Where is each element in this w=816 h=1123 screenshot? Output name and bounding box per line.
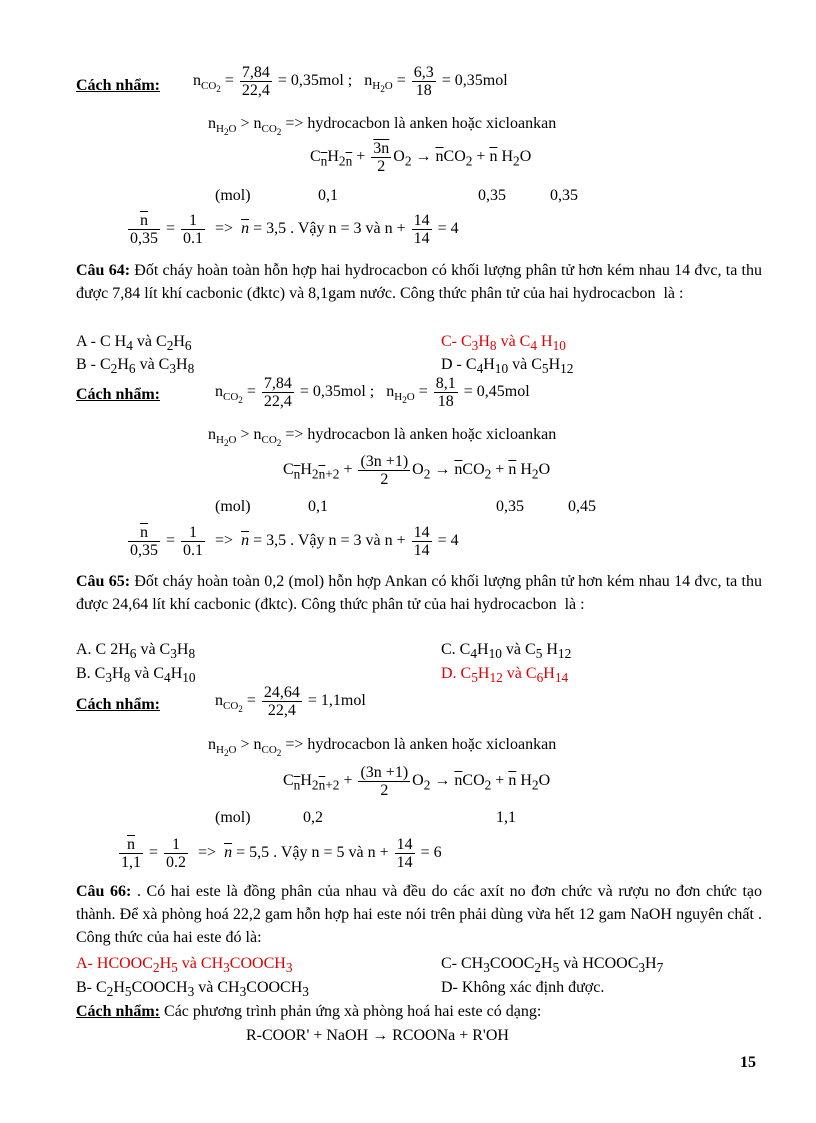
solution-label: Cách nhẩm: <box>76 1003 161 1020</box>
result-value: = 4 <box>437 220 459 238</box>
frac-den: 18 <box>437 393 454 410</box>
mol-label: (mol) <box>215 187 251 204</box>
option-b: B- $C_2H_5COOCH_3$ và $CH_3COOCH_3$ <box>76 979 309 1000</box>
coef-den: 2 <box>380 782 389 799</box>
compare-text: => hydrocacbon là anken hoặc xicloankan <box>285 736 557 753</box>
saponification-reaction: R-COOR' + NaOH → RCOONa + R'OH <box>246 1027 509 1044</box>
frac-num: 8,1 <box>435 375 456 392</box>
solution-text: Các phương trình phản ứng xà phòng hoá hai este có dạng: <box>164 1003 542 1020</box>
result-text: = 3,5 . Vậy n = 3 và n + <box>253 220 406 238</box>
coef-num: (3n +1) <box>360 453 409 470</box>
mol-value: 0,35 <box>550 187 578 204</box>
frac-num: 1 <box>181 524 205 542</box>
frac-num: 14 <box>413 524 430 541</box>
formula-nco2: $n_{CO_2}$ = $\frac{7,84}{22,4}$ = 0,35mol ; $n_{H_2O}$ = $\frac{8,1}{18}$ = 0,45mol <box>215 375 530 410</box>
frac-den: 14 <box>413 230 430 247</box>
solution-line <box>76 1002 541 1022</box>
result-text: = 3,5 . Vậy n = 3 và n + <box>253 532 406 550</box>
compare-text: => hydrocacbon là anken hoặc xicloankan <box>285 115 557 132</box>
frac-den: 18 <box>415 82 432 99</box>
option-a: A. C $2H_6$ và $C_3H_8$ <box>76 641 196 662</box>
option-c: C. $C_4H_{10}$ và $C_5$ $H_{12}$ <box>441 641 572 662</box>
result: = 0,35mol ; <box>277 72 353 90</box>
frac-den: 0,35 <box>130 230 158 247</box>
result-value: = 4 <box>437 532 459 550</box>
result: = 0,35mol ; <box>299 383 375 401</box>
compare-line: $n_{H_2O} > n_{CO_2}$ => hydrocacbon là anken hoặc xicloankan <box>208 736 557 759</box>
frac-den: 14 <box>396 854 413 871</box>
mol-value: 0,45 <box>568 498 596 515</box>
result: = 1,1mol <box>307 692 366 710</box>
frac-den: 0,35 <box>130 542 158 559</box>
mol-value: 1,1 <box>496 809 516 826</box>
result: = 0,45mol <box>463 383 530 401</box>
frac-num: 14 <box>413 212 430 229</box>
frac-den: 0.1 <box>183 230 204 247</box>
compare-line: $n_{H_2O} > n_{CO_2}$ => hydrocacbon là anken hoặc xicloankan <box>208 426 557 449</box>
solution-label: Cách nhẩm: <box>76 386 161 403</box>
reaction-equation: $C_{\overline{n}}H_{2\overline{n}+2}$ + $\frac{(3n +1)}{2}$ $O_2 \to \overline{n}CO_2 + \overline{n}$ $H_2O$ <box>283 453 551 488</box>
mol-label: (mol) <box>215 498 251 515</box>
reaction-equation: $C_{\overline{n}}H_{2\overline{n}+2}$ + $\frac{(3n +1)}{2}$ $O_2 \to \overline{n}CO_2 + \overline{n}$ $H_2O$ <box>283 764 551 799</box>
solution-label: Cách nhẩm: <box>76 696 161 713</box>
question-65: Câu 65: Đốt cháy hoàn toàn 0,2 (mol) hỗn hợp Ankan có khối lượng phân tử hơn kém nhau 14 đvc, ta thu được 24,64 lít khí cacbonic (đktc). Công thức phân tử của hai hydrocacbon là : <box>76 573 762 613</box>
frac-num: 7,84 <box>241 64 270 81</box>
option-a-correct: A- $HCOOC_2H_5$ và $CH_3COOCH_3$ <box>76 955 293 976</box>
option-b: B - $C_2H_6$ và $C_3H_8$ <box>76 356 195 377</box>
option-a: A - C $H_4$ và $C_2H_6$ <box>76 333 192 354</box>
frac-den: 1,1 <box>121 854 141 871</box>
coef-den: 2 <box>380 471 389 488</box>
option-d-correct: D. $C_5H_{12}$ và $C_6H_{14}$ <box>441 665 569 686</box>
ratio-line: $\frac{\overline{n}}{0,35}$ = $\frac{1}{0.1}$ => $\overline{n} = 3,5$ . Vậy n = 3 và n + $\frac{14}{14}$ = 4 <box>130 524 459 559</box>
frac-num: 24,64 <box>263 684 300 701</box>
result: = 0,35mol <box>441 72 508 90</box>
question-64: Câu 64: Đốt cháy hoàn toàn hỗn hợp hai hydrocacbon có khối lượng phân tử hơn kém nhau 14 đvc, ta thu được 7,84 lít khí cacbonic (đktc) và 8,1gam nước. Công thức phân tử của hai hydrocacbon là : <box>76 262 762 302</box>
solution-label: Cách nhẩm: <box>76 77 161 94</box>
frac-den: 22,4 <box>263 393 292 410</box>
frac-den: 0.1 <box>183 542 204 559</box>
reaction-equation: $C_{\overline{n}}H_{2\overline{n}}$ + $\frac{3n}{2}$ $O_2 \to \overline{n}CO_2 + \overline{n}$ $H_2O$ <box>310 140 532 175</box>
mol-value: 0,35 <box>496 498 524 515</box>
mol-label: (mol) <box>215 809 251 826</box>
ratio-line: $\frac{\overline{n}}{0,35}$ = $\frac{1}{0.1}$ => $\overline{n} = 3,5$ . Vậy n = 3 và n + $\frac{14}{14}$ = 4 <box>130 212 459 247</box>
frac-num: 14 <box>396 836 413 853</box>
compare-line: $n_{H_2O} > n_{CO_2}$ => hydrocacbon là anken hoặc xicloankan <box>208 115 557 138</box>
frac-den: 22,4 <box>267 702 296 719</box>
result-text: = 5,5 . Vậy n = 5 và n + <box>236 844 389 862</box>
mol-value: 0,1 <box>318 187 338 204</box>
option-c-correct: C- $C_3H_8$ và $C_4$ $H_{10}$ <box>441 333 566 354</box>
compare-text: => hydrocacbon là anken hoặc xicloankan <box>285 426 557 443</box>
result-value: = 6 <box>420 844 442 862</box>
frac-den: 0.2 <box>166 854 187 871</box>
ratio-line: $\frac{\overline{n}}{1,1}$ = $\frac{1}{0.2}$ => $\overline{n} = 5,5$ . Vậy n = 5 và n + $\frac{14}{14}$ = 6 <box>121 836 442 871</box>
frac-num: 1 <box>164 836 188 854</box>
option-c: C- $CH_3COOC_2H_5$ và $HCOOC_3H_7$ <box>441 955 664 976</box>
option-d: D - $C_4H_{10}$ và $C_5H_{12}$ <box>441 356 574 377</box>
frac-den: 22,4 <box>241 82 270 99</box>
option-b: B. $C_3H_8$ và $C_4H_{10}$ <box>76 665 196 686</box>
coef-den: 2 <box>377 158 386 175</box>
mol-value: 0,35 <box>478 187 506 204</box>
formula-nco2: $n_{CO_2}$ = $\frac{24,64}{22,4}$ = 1,1mol <box>215 684 366 719</box>
mol-value: 0,1 <box>308 498 328 515</box>
coef-num: (3n +1) <box>360 764 409 781</box>
page-number: 15 <box>740 1054 756 1071</box>
formula-nco2: $n_{CO_2}$ = $\frac{7,84}{22,4}$ = 0,35mol ; $n_{H_2O}$ = $\frac{6,3}{18}$ = 0,35mol <box>193 64 508 99</box>
frac-num: 1 <box>181 212 205 230</box>
frac-den: 14 <box>413 542 430 559</box>
mol-value: 0,2 <box>303 809 323 826</box>
option-d: D- Không xác định được. <box>441 979 605 996</box>
coef-num: 3n <box>373 140 390 157</box>
question-66: Câu 66: . Có hai este là đồng phân của nhau và đều do các axít no đơn chức và rượu no đơn chức tạo thành. Để xà phòng hoá 22,2 gam hỗn hợp hai este nói trên phải dùng vừa hết 12 gam NaOH nguyên chất . Công thức của hai este đó là: <box>76 883 763 946</box>
frac-num: 7,84 <box>263 375 292 392</box>
frac-num: 6,3 <box>413 64 434 81</box>
